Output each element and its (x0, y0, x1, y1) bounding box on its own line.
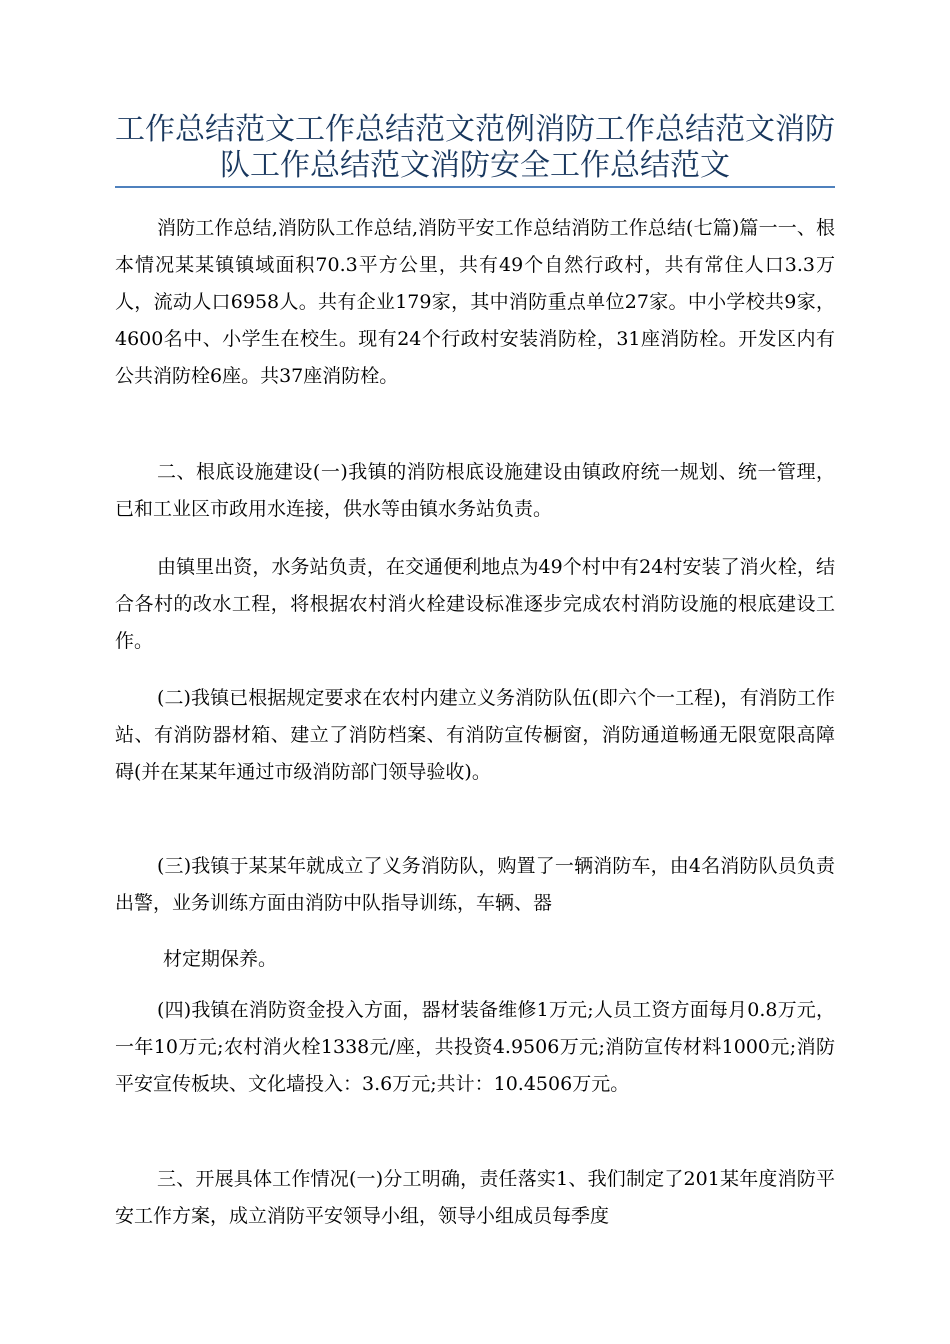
title-underline (115, 186, 835, 188)
paragraph-infrastructure: 二、根底设施建设(一)我镇的消防根底设施建设由镇政府统一规划、统一管理，已和工业区市政用水连接，供水等由镇水务站负责。 (115, 461, 835, 520)
document-title: 工作总结范文工作总结范文范例消防工作总结范文消防队工作总结范文消防安全工作总结范文 (115, 112, 835, 183)
paragraph-hydrants: 由镇里出资，水务站负责，在交通便利地点为49个村中有24村安装了消火栓，结合各村的改水工程，将根据农村消火栓建设标准逐步完成农村消防设施的根底建设工作。 (115, 556, 835, 652)
title-block (115, 112, 835, 184)
paragraph-funding: (四)我镇在消防资金投入方面，器材装备维修1万元;人员工资方面每月0.8万元，一年10万元;农村消火栓1338元/座，共投资4.9506万元;消防宣传材料1000元;消防平安宣传板块、文化墙投入：3.6万元;共计：10.4506万元。 (115, 999, 835, 1095)
paragraph-work-status: 三、开展具体工作情况(一)分工明确，责任落实1、我们制定了201某年度消防平安工作方案，成立消防平安领导小组，领导小组成员每季度 (115, 1168, 835, 1227)
paragraph-fire-brigade: (三)我镇于某某年就成立了义务消防队，购置了一辆消防车，由4名消防队员负责出警，业务训练方面由消防中队指导训练，车辆、器 (115, 855, 835, 914)
paragraph-volunteer-team: (二)我镇已根据规定要求在农村内建立义务消防队伍(即六个一工程)，有消防工作站、有消防器材箱、建立了消防档案、有消防宣传橱窗，消防通道畅通无限宽限高障碍(并在某某年通过市级消防部门领导验收)。 (115, 687, 835, 783)
paragraph-maintenance: 材定期保养。 (163, 948, 278, 970)
paragraph-overview: 消防工作总结,消防队工作总结,消防平安工作总结消防工作总结(七篇)篇一一、根本情况某某镇镇域面积70.3平方公里，共有49个自然行政村，共有常住人口3.3万人，流动人口6958人。共有企业179家，其中消防重点单位27家。中小学校共9家，4600名中、小学生在校生。现有24个行政村安装消防栓，31座消防栓。开发区内有公共消防栓6座。共37座消防栓。 (115, 217, 835, 387)
